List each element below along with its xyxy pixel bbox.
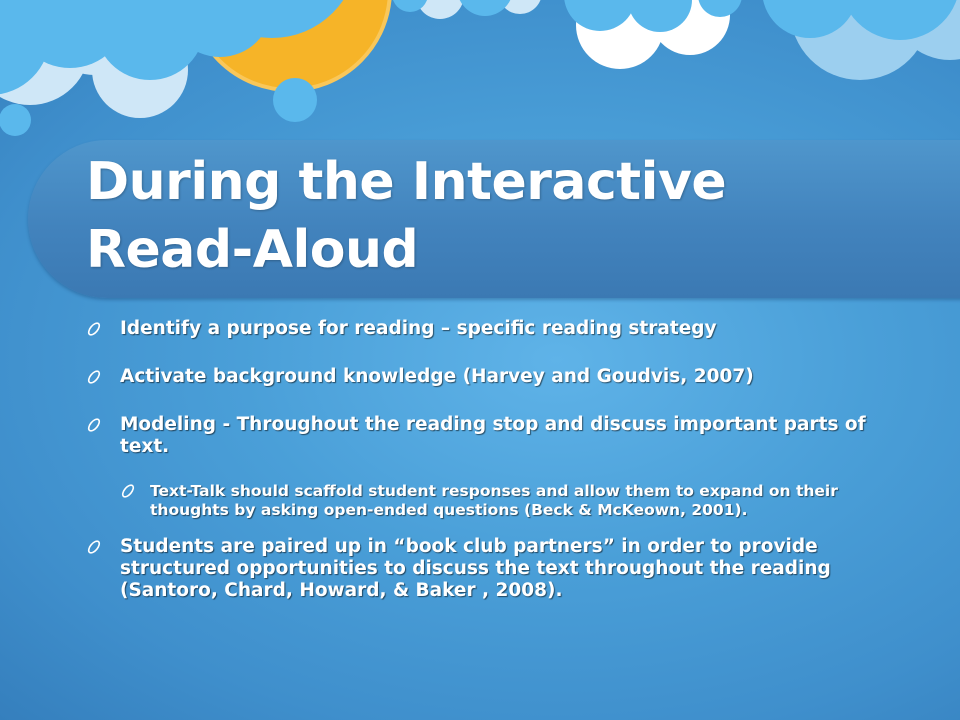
bullet-item-book-club [86,536,876,602]
bullet-item-modeling [86,414,876,458]
leaf-bullet-icon [86,321,102,337]
bullet-text: Modeling - Throughout the reading stop and discuss important parts of text. [120,414,866,457]
leaf-bullet-icon [120,483,136,499]
bullet-list [86,318,876,602]
bullet-text: Identify a purpose for reading – specific reading strategy [120,318,717,339]
leaf-bullet-icon [86,369,102,385]
bullet-item-purpose [86,318,876,340]
leaf-bullet-icon [86,539,102,555]
bullet-text: Students are paired up in “book club partners” in order to provide structured opportunities to discuss the text throughout the reading (Santoro, Chard, Howard, & Baker , 2008). [120,536,831,601]
bullet-text: Text-Talk should scaffold student responses and allow them to expand on their thoughts by asking open-ended questions (Beck & McKeown, 2001). [150,482,838,519]
slide-title: During the Interactive Read-Aloud [86,152,727,280]
leaf-bullet-icon [86,417,102,433]
sub-bullet-item-text-talk [86,482,876,520]
bullet-text: Activate background knowledge (Harvey and Goudvis, 2007) [120,366,754,387]
bullet-item-background-knowledge [86,366,876,388]
